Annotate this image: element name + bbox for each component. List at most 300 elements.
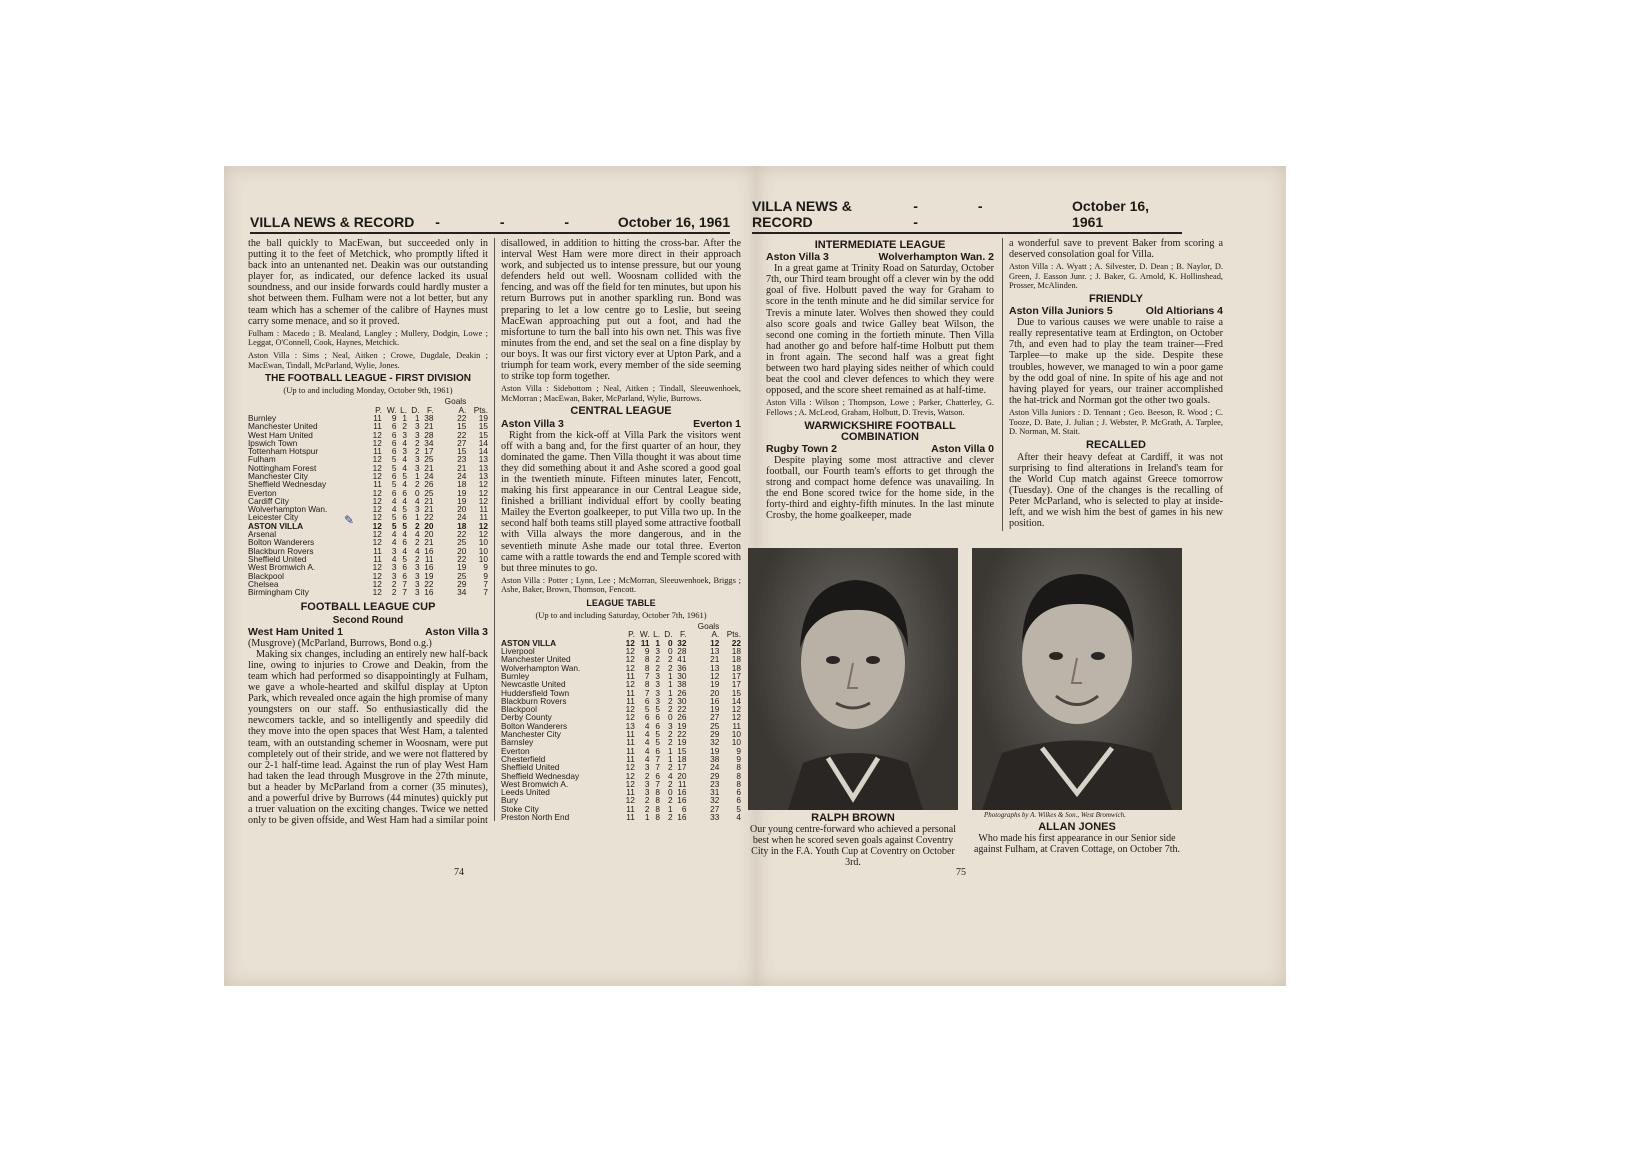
table-cell: 10 [478,537,488,548]
table-cell: 11 [626,729,635,740]
table-cell: 3 [391,545,397,556]
table-cell: 22 [677,704,687,715]
table-cell: 12 [372,587,382,598]
column-header: F. [427,404,434,415]
team-name: Ipswich Town [248,437,298,448]
photo-1-caption: Our young centre-forward who achieved a personal best when he scored seven goals against Coventry City in the F.A. Youth Cup at Coventry on October 3rd. [749,824,957,868]
table-cell: 1 [667,803,673,814]
table-cell: 11 [626,787,635,798]
cup-villa-lineup: Aston Villa : Sidebottom ; Neal, Aitken ; Tindall, Sleeuwenhoek, McMorran ; MacEwan, Baker, McParland, Wylie, Burrows. [501,384,741,403]
table-cell: 11 [373,545,382,556]
friendly-report: Due to various causes we were unable to raise a really representative team at Erdington, on October 7th, and even had to play the team trainer—Fred Tarplee—to make up the side. Despite these troubles, however, we managed to win a poor game by the odd goal of nine. In spite of his age and not having played for years, our trainer accomplished the hat-trick and Norman got the other two goals. [1009,317,1223,406]
table-row [248,588,488,596]
table-cell: 12 [478,495,488,506]
table-cell: 4 [402,454,407,465]
table-cell: 12 [625,762,635,773]
column-header: Pts. [726,629,741,640]
table-cell: 4 [644,753,650,764]
table-row [501,788,741,796]
team-name: ASTON VILLA [248,520,304,531]
inter-away: Wolverhampton Wan. 2 [878,251,994,264]
table-cell: 2 [667,654,673,665]
table-cell: 15 [478,421,488,432]
table-cell: 4 [402,437,407,448]
table-cell: 13 [710,662,720,673]
table-cell: 2 [644,795,650,806]
left-page-header [250,210,730,234]
table-cell: 12 [731,704,741,715]
warwickshire-report: Despite playing some most attractive and clever football, our Fourth team's efforts to get through the strong and compact home defence was unavailing. In the end Bone scored twice for the home side, in the forty-third and eighty-fifth minutes. In the last minute Crosby, the home goalkeeper, made [766,454,994,522]
table-cell: 26 [677,687,687,698]
league-cup-round: Second Round [332,614,404,626]
table-cell: 29 [710,729,720,740]
fulham-report-end: the ball quickly to MacEwan, but succeeded only in putting it to the feet of Metchick, who promptly lifted it back into an untenanted net. Deakin was our outstanding player for, as indicated, our defence lacked its usual soundness, and our inside forwards could hardly muster a shot between them. Fulham were not a lot better, but any team which has a schemer of the calibre of Haynes must carry some menace, and so it proved. [248,238,488,327]
team-name: West Bromwich A. [501,778,569,789]
table-cell: 24 [424,470,434,481]
table-cell: 4 [391,537,397,548]
table-cell: 7 [655,762,660,773]
table-cell: 16 [710,695,720,706]
table-cell: 2 [667,704,673,715]
publication-title: VILLA NEWS & RECORD [250,214,415,230]
table-cell: 26 [424,479,434,490]
table-cell: 16 [424,587,434,598]
table-cell: 21 [424,462,434,473]
first-division-table [248,397,488,596]
table-cell: 12 [372,529,382,540]
table-cell: 11 [479,504,488,515]
table-cell: 12 [372,470,382,481]
table-cell: 3 [414,562,420,573]
table-cell: 8 [736,762,741,773]
table-cell: 5 [391,520,397,531]
table-cell: 11 [626,695,635,706]
team-name: Manchester United [501,654,571,665]
table-cell: 4 [402,529,407,540]
table-cell: 0 [667,787,673,798]
table-cell: 0 [414,487,420,498]
table-cell: 12 [372,429,382,440]
allan-jones-photo [972,548,1182,810]
table-cell: 12 [625,654,635,665]
table-cell: 11 [373,446,382,457]
table-cell: 10 [731,737,741,748]
table-cell: 41 [677,654,687,665]
photo-1-name: RALPH BROWN [811,812,895,824]
table-cell: 9 [736,745,741,756]
publication-title: VILLA NEWS & RECORD [752,198,852,230]
table-cell: 26 [677,712,687,723]
table-row [501,730,741,738]
table-cell: 2 [414,520,420,531]
table-cell: 27 [710,803,720,814]
table-cell: 12 [710,637,720,648]
table-cell: 10 [731,729,741,740]
intermediate-villa-lineup: Aston Villa : Wilson ; Thompson, Lowe ; Parker, Chatterley, G. Fellows ; A. McLeod, Graham, Holbutt, D. Trevis, Watson. [766,398,994,417]
table-cell: 7 [655,753,660,764]
column-header: L. [400,404,407,415]
table-cell: 22 [457,429,467,440]
table-cell: 12 [710,670,720,681]
table-row [501,664,741,672]
table-cell: 27 [710,712,720,723]
table-cell: 2 [667,812,673,823]
table-cell: 4 [644,720,650,731]
central-league-table [501,622,741,821]
table-cell: 9 [483,570,488,581]
table-cell: 11 [479,512,488,523]
warw-home: Rugby Town 2 [766,442,837,455]
table-cell: 6 [402,570,407,581]
table-cell: 5 [402,470,407,481]
table-cell: 12 [372,570,382,581]
table-cell: 12 [625,712,635,723]
table-cell: 4 [644,729,650,740]
table-cell: 3 [414,462,420,473]
table-cell: 8 [655,803,660,814]
table-cell: 16 [424,562,434,573]
table-cell: 12 [372,437,382,448]
column-header: A. [711,629,720,640]
table-cell: 5 [655,704,660,715]
table-cell: 5 [391,462,397,473]
table-cell: 10 [478,545,488,556]
table-cell: 11 [626,753,635,764]
warwickshire-score [766,444,994,455]
team-name: Chesterfield [501,753,546,764]
team-name: Wolverhampton Wan. [248,504,328,515]
table-cell: 5 [644,704,650,715]
table-cell: 5 [736,803,741,814]
friendly-away: Old Altiorians 4 [1145,305,1223,318]
team-name: Newcastle United [501,679,566,690]
team-name: Blackpool [248,570,284,581]
table-cell: 12 [478,520,488,531]
table-cell: 5 [402,520,407,531]
table-cell: 0 [667,646,673,657]
table-cell: 18 [731,662,741,673]
table-cell: 6 [391,437,397,448]
table-cell: 4 [391,495,397,506]
team-name: Nottingham Forest [248,462,317,473]
table-cell: 38 [710,753,720,764]
team-name: Blackburn Rovers [248,545,314,556]
table-cell: 5 [391,479,397,490]
table-cell: 27 [457,437,467,448]
table-cell: 11 [626,687,635,698]
table-row [248,447,488,455]
table-cell: 30 [677,670,687,681]
table-cell: 24 [710,762,720,773]
team-name: Sheffield Wednesday [248,479,327,490]
table-cell: 3 [414,578,420,589]
team-name: Huddersfield Town [501,687,570,698]
right-column-2 [1002,238,1223,531]
table-cell: 8 [736,770,741,781]
table-cell: 1 [667,753,673,764]
table-cell: 12 [372,537,382,548]
table-cell: 12 [478,487,488,498]
table-cell: 17 [424,446,434,457]
team-name: Manchester City [248,470,308,481]
table-cell: 34 [457,587,467,598]
table-cell: 12 [625,679,635,690]
table-cell: 6 [391,421,397,432]
table-cell: 2 [644,803,650,814]
team-name: Chelsea [248,578,279,589]
table-cell: 11 [424,553,434,564]
table-cell: 32 [677,637,687,648]
team-name: Leeds United [501,787,550,798]
table-cell: 1 [667,679,673,690]
table-cell: 29 [710,770,720,781]
table-cell: 2 [391,587,397,598]
team-name: Arsenal [248,529,277,540]
photo-section [749,548,1206,868]
table-cell: 29 [457,578,467,589]
column-header: P. [628,629,635,640]
table-cell: 11 [626,670,635,681]
table-cell: 7 [402,587,407,598]
table-cell: 4 [391,553,397,564]
table-cell: 36 [677,662,687,673]
table-cell: 0 [667,712,673,723]
table-cell: 2 [414,537,420,548]
table-cell: 6 [655,770,660,781]
table-cell: 22 [424,512,434,523]
table-cell: 12 [478,529,488,540]
table-cell: 20 [677,770,687,781]
table-cell: 11 [626,803,635,814]
table-cell: 11 [626,812,635,823]
left-column-1 [248,238,488,828]
table-cell: 20 [424,520,434,531]
table-cell: 4 [736,812,741,823]
table-cell: 24 [457,512,467,523]
table-cell: 1 [667,745,673,756]
table-cell: 12 [372,454,382,465]
team-name: West Bromwich A. [248,562,316,573]
column-header: Pts. [473,404,488,415]
table-cell: 2 [655,654,660,665]
team-name: Preston North End [501,812,570,823]
table-cell: 7 [655,778,660,789]
table-cell: 11 [626,737,635,748]
table-cell: 3 [414,587,420,598]
table-cell: 3 [644,762,650,773]
team-name: Leicester City [248,512,299,523]
team-name: Manchester United [248,421,318,432]
table-cell: 21 [424,421,434,432]
table-cell: 6 [644,695,650,706]
table-cell: 14 [731,695,741,706]
table-cell: 8 [655,795,660,806]
team-name: Wolverhampton Wan. [501,662,581,673]
goals-label: Goals [697,621,720,632]
table-header-row [248,406,488,414]
left-column-2 [494,238,741,821]
table-cell: 0 [667,637,673,648]
table-row [501,813,741,821]
team-name: Everton [248,487,277,498]
table-cell: 16 [677,795,687,806]
team-name: Bolton Wanderers [248,537,315,548]
table-cell: 8 [655,812,660,823]
table-cell: 8 [736,778,741,789]
table-cell: 3 [414,454,420,465]
central-away: Everton 1 [693,417,741,430]
warwickshire-villa-lineup: Aston Villa : A. Wyatt ; A. Silvester, D. Dean ; B. Naylor, D. Green, J. Easson Junr. ; J. Baker, G. Arnold, K. Hollinshead, Prosser, McAlinden. [1009,262,1223,291]
table-cell: 14 [478,437,488,448]
table-cell: 3 [391,570,397,581]
table-cell: 15 [478,429,488,440]
table-cell: 19 [710,704,720,715]
table-cell: 13 [710,646,720,657]
table-cell: 4 [414,495,420,506]
table-cell: 12 [625,646,635,657]
team-name: Fulham [248,454,276,465]
team-name: Blackburn Rovers [501,695,567,706]
page-number: 74 [454,867,464,878]
friendly-score [1009,306,1223,317]
table-cell: 31 [710,787,720,798]
team-name: Derby County [501,712,552,723]
table-row [248,480,488,488]
table-cell: 12 [372,504,382,515]
table-cell: 18 [457,520,467,531]
table-cell: 5 [402,553,407,564]
table-cell: 20 [424,529,434,540]
table-cell: 18 [677,753,687,764]
table-cell: 1 [655,637,660,648]
table-cell: 1 [414,412,420,423]
table-cell: 7 [483,587,488,598]
table-row [501,697,741,705]
central-table-title: LEAGUE TABLE [586,598,656,608]
table-cell: 3 [414,570,420,581]
left-page [224,166,757,986]
table-cell: 1 [414,470,420,481]
recalled-report: After their heavy defeat at Cardiff, it was not surprising to find alterations in Ireland's team for the World Cup match against Greece tomorrow (Tuesday). One of the changes is the recalling of Peter McParland, who is selected to play at inside-left, and we wish him the best of games in his new position. [1009,451,1223,530]
column-header: W. [386,404,397,415]
table-cell: 25 [424,454,434,465]
table-cell: 7 [644,670,650,681]
team-name: ASTON VILLA [501,637,557,648]
table-cell: 12 [625,770,635,781]
table-cell: 20 [710,687,720,698]
table-cell: 3 [644,787,650,798]
table-cell: 6 [655,745,660,756]
table-cell: 11 [677,778,687,789]
table-cell: 32 [710,795,720,806]
team-name: Sheffield United [501,762,560,773]
table-cell: 22 [731,637,741,648]
table-cell: 6 [402,562,407,573]
table-cell: 11 [373,553,382,564]
team-name: Everton [501,745,530,756]
table-cell: 15 [677,745,687,756]
table-cell: 6 [655,720,660,731]
table-cell: 22 [457,412,467,423]
friendly-title: FRIENDLY [1089,292,1143,305]
table-cell: 3 [667,720,673,731]
table-cell: 21 [424,537,434,548]
table-cell: 19 [677,720,687,731]
table-cell: 1 [667,670,673,681]
table-cell: 12 [372,462,382,473]
table-cell: 6 [391,470,397,481]
table-cell: 6 [736,795,741,806]
table-cell: 1 [414,512,420,523]
table-cell: 4 [402,545,407,556]
table-cell: 3 [414,421,420,432]
table-cell: 7 [644,687,650,698]
team-name: Birmingham City [248,587,309,598]
table-cell: 19 [457,487,467,498]
table-cell: 6 [736,787,741,798]
cup-report: Making six changes, including an entirely new half-back line, owing to injuries to Crowe and Deakin, from the team which had performed so disappointingly at Fulham, we gave a whole-hearted and skilful display at Upton Park, which revealed once again the high promise of many youngsters on our staff. So enthusiastically did the newcomers tackle, and so intelligently and speedily did they move into the open spaces that West Ham, a talented team, with an outstanding schemer in Woosnam, were put completely out of their stride, and we were not flattered by our 2-1 half-time lead. Against the run of play West Ham had taken the lead through Musgrove in the 27th minute, but a header by McParland from a corner (35 minutes), and a powerful drive by Burrows (44 minutes) quickly put a truer valuation on the exciting changes. Twice we netted only to be given offside, and West Ham had a similar point [248,648,488,827]
table-cell: 3 [391,562,397,573]
table-cell: 8 [644,679,650,690]
table-cell: 3 [414,429,420,440]
table-cell: 11 [732,720,741,731]
table-cell: 13 [625,720,635,731]
table-cell: 12 [625,704,635,715]
table-cell: 6 [655,712,660,723]
table-cell: 8 [644,662,650,673]
fulham-lineup: Fulham : Macedo ; B. Mealand, Langley ; Mullery, Dodgin, Lowe ; Leggat, O'Connell, Cook, Haynes, Metchick. [248,328,488,348]
right-page-header [752,198,1182,234]
team-name: Cardiff City [248,495,289,506]
table-cell: 22 [424,578,434,589]
table-cell: 30 [677,695,687,706]
table-cell: 6 [402,537,407,548]
table-row [501,738,741,746]
table-cell: 6 [644,712,650,723]
table-cell: 4 [391,504,397,515]
table-cell: 9 [644,646,650,657]
table-cell: 12 [372,512,382,523]
table-cell: 18 [731,654,741,665]
table-cell: 22 [677,729,687,740]
table-cell: 15 [457,421,467,432]
team-name: Blackpool [501,704,537,715]
table-row [248,563,488,571]
table-cell: 8 [655,787,660,798]
table-cell: 12 [372,520,382,531]
table-cell: 9 [483,562,488,573]
table-cell: 32 [710,737,720,748]
table-cell: 5 [655,729,660,740]
table-cell: 4 [644,737,650,748]
table-cell: 2 [391,578,397,589]
central-home: Aston Villa 3 [501,417,564,430]
table-cell: 25 [710,720,720,731]
photo-2-name: ALLAN JONES [1038,821,1116,833]
table-cell: 25 [457,537,467,548]
team-name: West Ham United [248,429,313,440]
table-cell: 6 [391,487,397,498]
table-cell: 4 [391,529,397,540]
table-cell: 4 [402,479,407,490]
table-cell: 21 [710,654,720,665]
table-cell: 4 [644,745,650,756]
table-cell: 33 [710,812,720,823]
table-cell: 7 [483,578,488,589]
table-cell: 3 [655,670,660,681]
table-cell: 5 [402,504,407,515]
team-name: Stoke City [501,803,539,814]
